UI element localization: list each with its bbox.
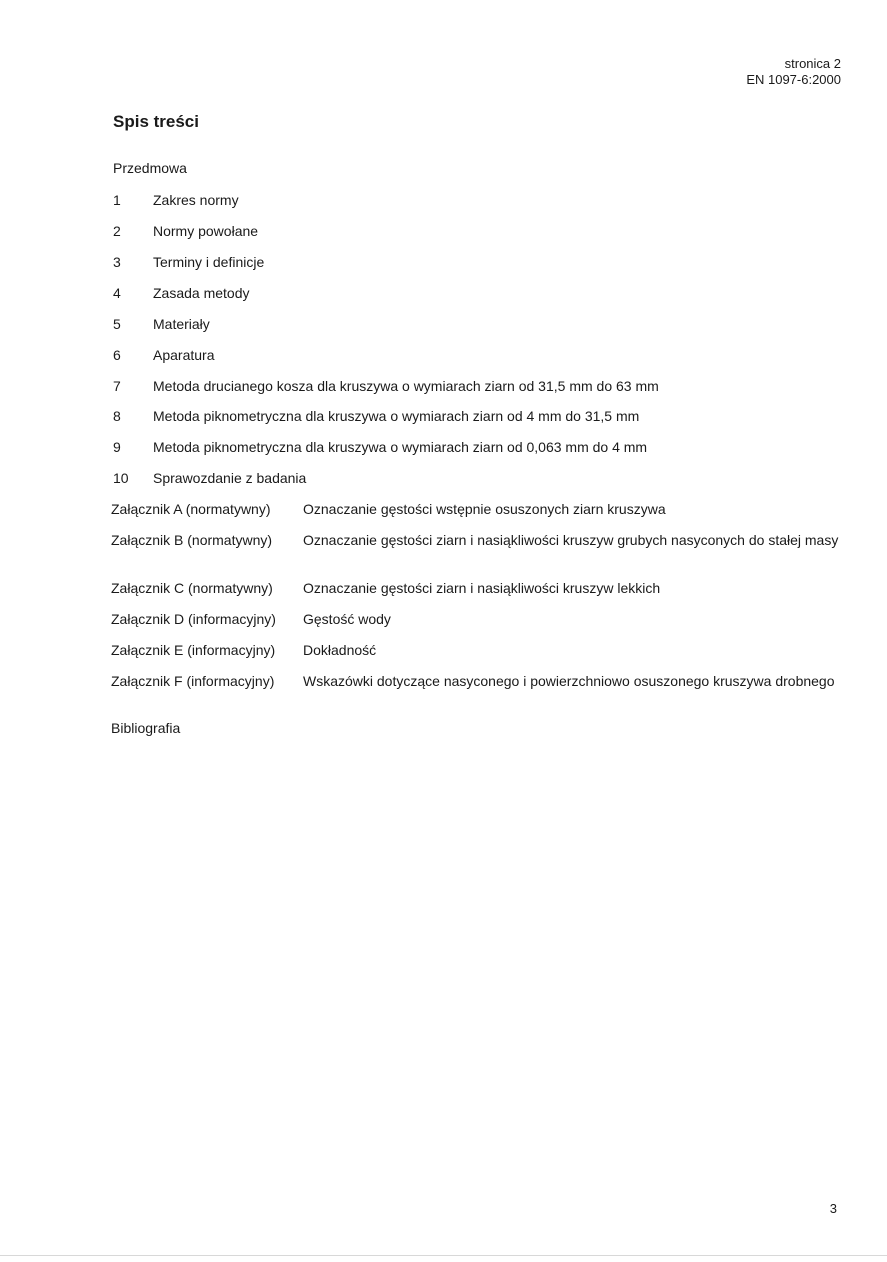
toc-item-number: 7 — [113, 378, 121, 394]
toc-item-number: 6 — [113, 347, 121, 363]
toc-item-text: Metoda piknometryczna dla kruszywa o wymiarach ziarn od 4 mm do 31,5 mm — [153, 408, 640, 424]
toc-item-number: 3 — [113, 254, 121, 270]
toc-item — [113, 253, 264, 271]
toc-item-text: Metoda piknometryczna dla kruszywa o wymiarach ziarn od 0,063 mm do 4 mm — [153, 439, 648, 455]
annex-label: Załącznik D (informacyjny) — [111, 611, 276, 627]
page-header — [746, 56, 841, 88]
toc-item-text: Normy powołane — [153, 223, 259, 239]
annex-label: Załącznik E (informacyjny) — [111, 642, 276, 658]
page-label: stronica 2 — [784, 56, 841, 71]
toc-item-number: 8 — [113, 408, 121, 424]
annex-text: Oznaczanie gęstości ziarn i nasiąkliwości kruszyw grubych nasyconych do stałej masy — [303, 532, 839, 548]
toc-item-text: Materiały — [153, 316, 210, 332]
annex-text: Oznaczanie gęstości wstępnie osuszonych ziarn kruszywa — [303, 501, 666, 517]
toc-item-number: 9 — [113, 439, 121, 455]
annex-text: Gęstość wody — [303, 611, 391, 627]
toc-annex — [111, 610, 843, 628]
toc-bibliography: Bibliografia — [111, 720, 181, 736]
toc-item — [113, 377, 659, 395]
toc-item-text: Sprawozdanie z badania — [153, 470, 307, 486]
toc-annex — [111, 500, 843, 518]
toc-item — [113, 315, 210, 333]
toc-item-text: Aparatura — [153, 347, 215, 363]
toc-item-number: 5 — [113, 316, 121, 332]
toc-item-number: 2 — [113, 223, 121, 239]
toc-item-text: Zasada metody — [153, 285, 250, 301]
toc-annex — [111, 641, 843, 659]
toc-item — [113, 284, 250, 302]
annex-text: Dokładność — [303, 642, 377, 658]
toc-annex — [111, 531, 843, 549]
annex-label: Załącznik A (normatywny) — [111, 501, 271, 517]
toc-item-number: 1 — [113, 192, 121, 208]
toc-item-text: Zakres normy — [153, 192, 239, 208]
annex-label: Załącznik C (normatywny) — [111, 580, 273, 596]
annex-text: Wskazówki dotyczące nasyconego i powierzchniowo osuszonego kruszywa drobnego — [303, 673, 835, 689]
toc-item — [113, 438, 647, 456]
toc-item-number: 4 — [113, 285, 121, 301]
toc-item-text: Terminy i definicje — [153, 254, 265, 270]
scan-edge-divider — [0, 1255, 887, 1256]
page-number: 3 — [829, 1201, 837, 1216]
toc-foreword: Przedmowa — [113, 160, 187, 176]
toc-item — [113, 407, 639, 425]
annex-label: Załącznik B (normatywny) — [111, 532, 273, 548]
toc-annex — [111, 672, 843, 690]
toc-item — [113, 222, 258, 240]
annex-text: Oznaczanie gęstości ziarn i nasiąkliwości kruszyw lekkich — [303, 580, 661, 596]
toc-item — [113, 191, 239, 209]
annex-label: Załącznik F (informacyjny) — [111, 673, 275, 689]
toc-item-text: Metoda drucianego kosza dla kruszywa o wymiarach ziarn od 31,5 mm do 63 mm — [153, 378, 659, 394]
toc-item-number: 10 — [113, 470, 129, 486]
toc-item — [113, 469, 306, 487]
standard-number: EN 1097-6:2000 — [746, 72, 841, 87]
toc-annex — [111, 579, 843, 597]
page-title: Spis treści — [113, 112, 199, 131]
toc-item — [113, 346, 214, 364]
